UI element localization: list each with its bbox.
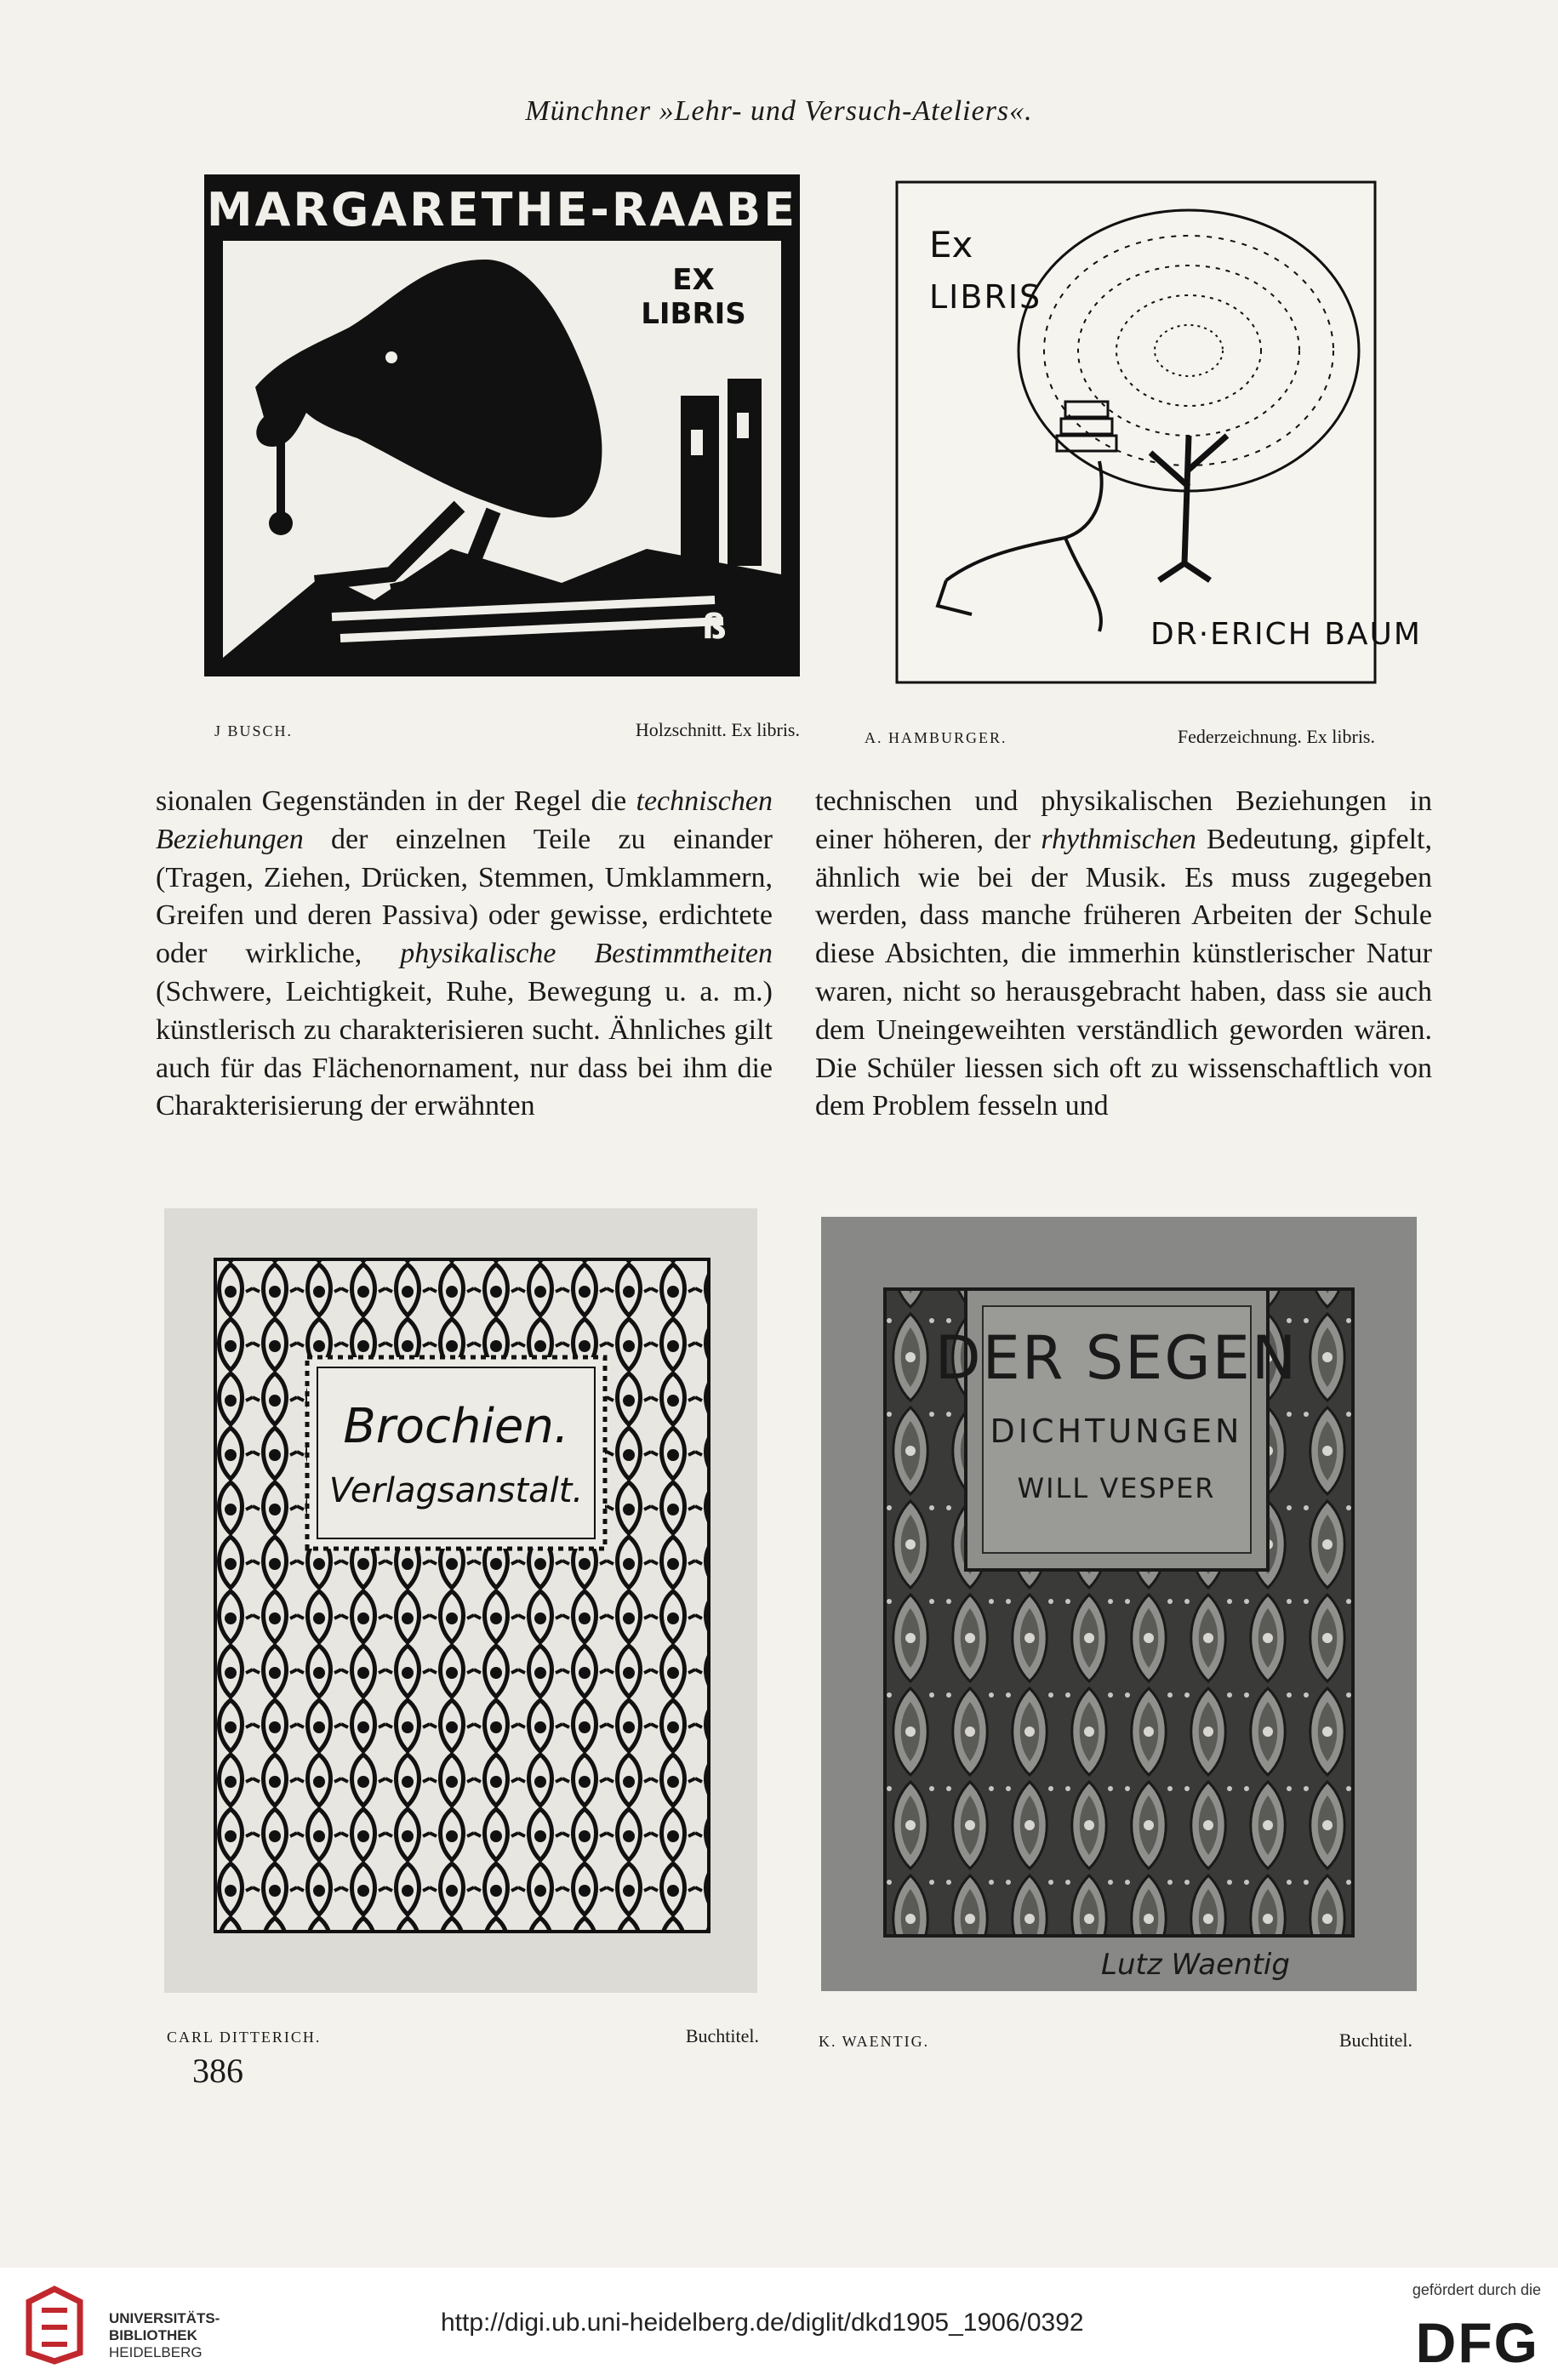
waentig-cover-image: [821, 1217, 1417, 1991]
busch-woodcut-image: [204, 174, 800, 676]
ditterich-line1: Brochien.: [343, 1399, 569, 1454]
hamburger-owner-text: DR·ERICH BAUM: [1150, 617, 1422, 652]
waentig-signature: Lutz Waentig: [1101, 1948, 1290, 1982]
emphasis-text: rhythmischen: [1041, 823, 1196, 855]
emphasis-text: technischen Beziehungen: [156, 785, 773, 855]
paragraph-left: [156, 783, 773, 1126]
text-column-left: [156, 783, 773, 1126]
hamburger-artist: A. HAMBURGER.: [865, 729, 1007, 746]
ditterich-caption: [167, 2025, 759, 2047]
waentig-author: WILL VESPER: [1017, 1472, 1216, 1504]
waentig-technique: Buchtitel.: [1338, 2029, 1412, 2051]
library-name-line: HEIDELBERG: [109, 2344, 203, 2360]
text-column-right: [815, 783, 1432, 1126]
ditterich-book-title-plate: [164, 1208, 757, 1993]
library-logo[interactable]: [20, 2285, 220, 2363]
ditterich-technique: Buchtitel.: [685, 2025, 759, 2046]
emphasis-text: physikalische Bestimmtheiten: [400, 938, 773, 970]
ditterich-line2: Verlagsanstalt.: [328, 1471, 584, 1510]
waentig-caption: [819, 2029, 1412, 2052]
busch-title-text: MARGARETHE-RAABE: [206, 183, 798, 237]
waentig-subtitle: DICHTUNGEN: [990, 1413, 1243, 1450]
text-run: technischen und physikalischen Beziehungen in einer höheren, der: [815, 785, 1432, 855]
waentig-title: DER SEGEN: [934, 1323, 1298, 1393]
paragraph-right: [815, 783, 1432, 1126]
digitization-footer: [0, 2268, 1558, 2380]
library-name: [109, 2310, 220, 2361]
busch-artist: J BUSCH.: [214, 722, 294, 739]
funded-by-label: gefördert durch die: [1412, 2281, 1541, 2298]
library-name-line: BIBLIOTHEK: [109, 2327, 197, 2343]
hamburger-ex-libris-plate: [895, 180, 1422, 684]
ditterich-artist: CARL DITTERICH.: [167, 2029, 322, 2046]
waentig-artist: K. WAENTIG.: [819, 2033, 930, 2050]
busch-caption: [214, 719, 800, 741]
text-run: der einzelnen Teile zu einander (Tragen, Ziehen, Drücken, Stemmen, Umklammern, Greifen und deren Passiva) oder gewisse, erdichtete oder wirkliche,: [156, 823, 773, 970]
hamburger-libris-text: LIBRIS: [929, 278, 1042, 316]
library-logo-icon: [20, 2285, 88, 2363]
library-name-line: UNIVERSITÄTS-: [109, 2310, 220, 2326]
hamburger-technique: Federzeichnung. Ex libris.: [1177, 726, 1375, 747]
busch-libris-text: LIBRIS: [641, 297, 746, 331]
hamburger-pen-drawing-image: [895, 180, 1422, 684]
busch-technique: Holzschnitt. Ex libris.: [635, 719, 800, 740]
text-run: sionalen Gegenständen in der Regel die: [156, 785, 636, 817]
hamburger-caption: [865, 726, 1375, 748]
ditterich-cover-image: [164, 1208, 757, 1993]
svg-text:ß: ß: [702, 608, 727, 647]
busch-ex-libris-plate: [204, 174, 800, 676]
hamburger-ex-text: Ex: [929, 224, 973, 265]
text-run: (Schwere, Leichtigkeit, Ruhe, Bewegung u. a. m.) künstlerisch zu charakterisieren sucht. Ähnliches gilt auch für das Flächenornament, nur dass bei ihm die Charakterisierung der erwähnten: [156, 975, 773, 1122]
waentig-book-title-plate: [821, 1217, 1417, 1991]
text-run: Bedeutung, gipfelt, ähnlich wie bei der Musik. Es muss zugegeben werden, dass manche früheren Arbeiten der Schule diese Absichten, die immerhin künstlerischer Natur waren, nicht so herausgebracht haben, dass sie auch dem Uneingeweihten verständlich geworden wären. Die Schüler liessen sich oft zu wissenschaftlich von dem Problem fesseln und: [815, 823, 1432, 1122]
dfg-logo[interactable]: DFG: [1415, 2311, 1539, 2374]
page-number: 386: [192, 2052, 243, 2090]
busch-ex-text: EX: [672, 263, 715, 297]
permalink-url[interactable]: http://digi.ub.uni-heidelberg.de/diglit/dkd1905_1906/0392: [441, 2309, 1084, 2337]
running-head: Münchner »Lehr- und Versuch-Ateliers«.: [525, 95, 1033, 127]
